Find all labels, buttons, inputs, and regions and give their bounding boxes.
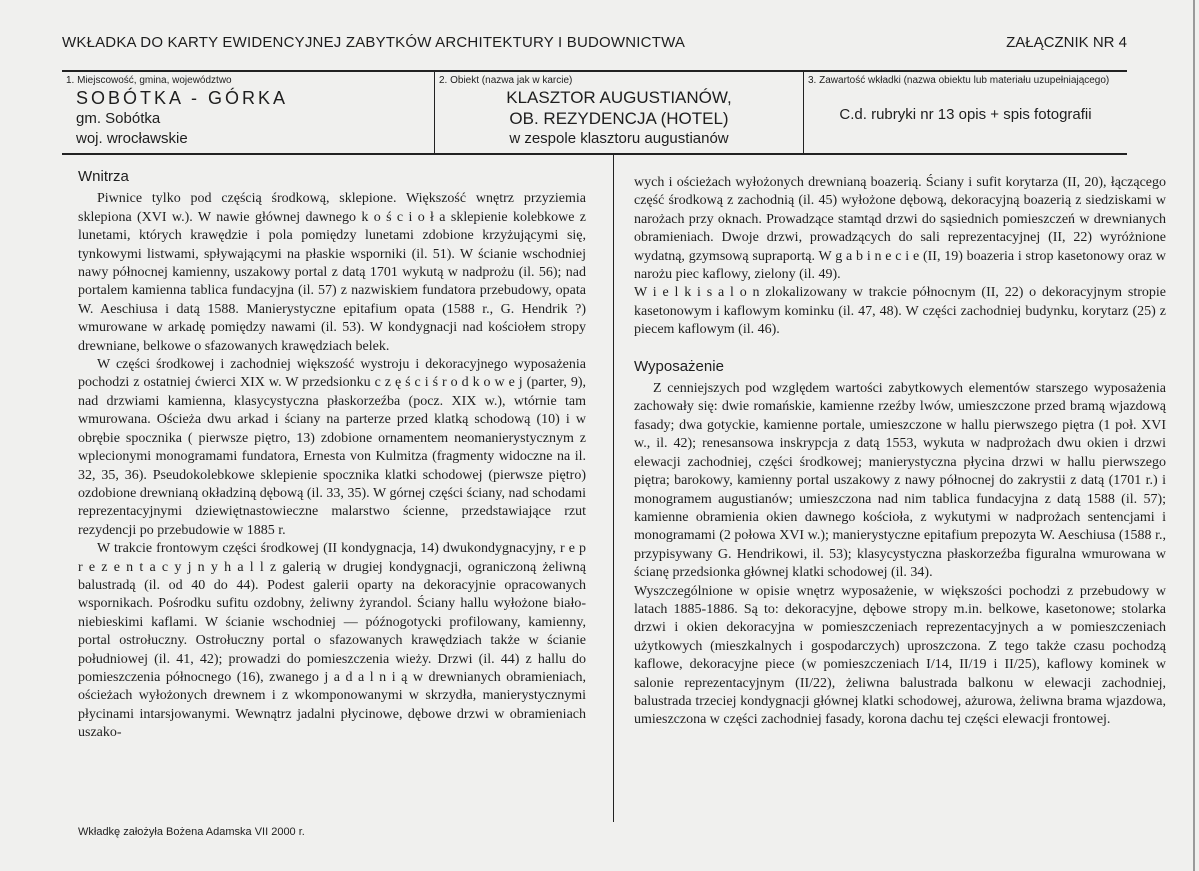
location-label: 1. Miejscowość, gmina, województwo <box>66 75 232 86</box>
paragraph: Piwnice tylko pod częścią środkową, sklepione. Większość wnętrz przyziemia sklepiona (XVI w.). W nawie głównej dawnego k o ś c i o ł a sklepienie kolebkowe z lunetami, których krawędzie i pola pomiędzy lunetami zdobione krzyżującymi się, tynkowymi listwami, spływającymi na płaskie wsporniki (il. 51). W ścianie wschodniej nawy północnej kamienny, uszakowy portal z datą 1701 wykutą w nadprożu (il. 56); nad portalem kamienna tablica fundacyjna (il. 57) z nazwiskiem fundatora przebudowy, opata W. Aeschiusa i datą 1588. Manierystyczne epitafium opata (1588 r., G. Hendrik ?) wmurowane w arkadę pomiędzy nawami (il. 53). W kondygnacji nad kościołem stropy drewniane, belkowe o sfazowanych krawędziach belek. <box>78 191 586 354</box>
location-field <box>62 72 434 154</box>
object-label: 2. Obiekt (nazwa jak w karcie) <box>439 75 573 86</box>
contents-label: 3. Zawartość wkładki (nazwa obiektu lub materiału uzupełniającego) <box>808 75 1110 86</box>
attachment-number: ZAŁĄCZNIK NR 4 <box>1006 34 1127 51</box>
contents-value: C.d. rubryki nr 13 opis + spis fotografii <box>839 106 1092 123</box>
document-page <box>18 0 1182 871</box>
footer-author-note: Wkładkę założyła Bożena Adamska VII 2000 r. <box>78 826 305 838</box>
left-column <box>78 168 586 743</box>
location-voivodeship: woj. wrocławskie <box>76 130 188 147</box>
paragraph: W części środkowej i zachodniej większość wystroju i dekoracyjnego wyposażenia pochodzi z ostatniej ćwierci XIX w. W przedsionku c z ę ś c i ś r o d k o w e j (parter, 9), nad drzwiami kamienna, klasycystyczna płaskorzeźba (pocz. XIX w.), wtórnie tam wmurowana. Ościeża dwu arkad i ściany na parterze przed klatką schodową (10) i w obrębie spocznika ( pierwsze piętro, 13) zdobione ornamentem neomanierystycznym z wplecionymi monogramami fundatora, Ernesta von Kulmitza (fragmenty widoczne na il. 32, 35, 36). Pseudokolebkowe sklepienie spocznika klatki schodowej (pierwsze piętro) ozdobione drewnianą okładziną dębową (il. 33, 35). W górnej części ściany, nad schodami reprezentacyjnymi dziewiętnastowieczne malarstwo ścienne, przedstawiające rzut rezydencji po przebudowie w 1885 r. <box>78 357 586 538</box>
section-heading-interiors: Wnitrza <box>78 168 129 185</box>
paragraph: W i e l k i s a l o n zlokalizowany w trakcie północnym (II, 22) o dekoracyjnym stropie kasetonowym i kaflowym kominku (il. 47, 48). W części zachodniej budynku, korytarz (25) z piecem kaflowym (il. 46). <box>634 285 1166 338</box>
location-name: SOBÓTKA - GÓRKA <box>76 88 289 108</box>
object-name-line2: OB. REZYDENCJA (HOTEL) <box>509 109 729 128</box>
object-field <box>434 72 804 154</box>
column-divider <box>613 155 614 822</box>
paragraph: Z cenniejszych pod względem wartości zabytkowych elementów starszego wyposażenia zachowały się: dwie romańskie, kamienne rzeźby lwów, umieszczone przed bramą wjazdową fasady; dwa gotyckie, kamienne portale, umieszczone w hallu pierwszego piętra (1 poł. XVI w., il. 42); renesansowa inskrypcja z datą 1553, wykuta w nadprożach dwu okien i drzwi elewacji zachodniej, części środkowej; manierystyczna płycina drzwi w hallu pierwszego piętra; barokowy, kamienny portal uszakowy z nawy północnej do zakrystii z datą (1701 r.) i monogramem augustianów; umieszczona nad nim tablica fundacyjna z datą 1588 (il. 57); kamienne obramienia okien dawnego kościoła, z wykutymi w nadprożach sentencjami i monogramami (2 połowa XVI w.); manierystyczne epitafium prepozyta W. Aeschiusa (1588 r., przypisywany G. Hendrikowi, il. 53); klasycystyczna płaskorzeźba figuralna wmurowana w ścianę przedsionka głównej klatki schodowej (il. 34). <box>634 381 1166 581</box>
paragraph: W trakcie frontowym części środkowej (II kondygnacja, 14) dwukondygnacyjny, r e p r e z e n t a c y j n y h a l l z galerią w drugiej kondygnacji, ograniczoną żeliwną balustradą (il. od 40 do 44). Podest galerii oparty na dekoracyjnie opracowanych wspornikach. Pośrodku sufitu ozdobny, żeliwny żyrandol. Ściany hallu wyłożone biało-niebieskimi kaflami. W ścianie wschodniej — późnogotycki profilowany, kamienny, portal ostrołuczny. Ostrołuczny portal o sfazowanych krawędziach także w ścianie południowej (il. 41, 42); prowadzi do pomieszczenia wieży. Drzwi (il. 44) z hallu do pomieszczenia północnego (16), zwanego j a d a l n i ą w drewnianych obramieniach, ościeżach wyłożonych drewnem i z wkomponowanymi w skrzydła, manierystycznymi płycinami intarsjowanymi. Wewnątrz jadalni płycinowe, dębowe drzwi w obramieniach uszako- <box>78 541 586 741</box>
paragraph: wych i ościeżach wyłożonych drewnianą boazerią. Ściany i sufit korytarza (II, 20), łączącego część środkową z zachodnią (il. 45) wyłożone dębową, dekoracyjną boazerią z siedziskami w narożach przy oknach. Prowadzące stamtąd drzwi do sąsiednich pomieszczeń w drewnianych obramieniach. Dwoje drzwi, prowadzących do sali reprezentacyjnej (II, 22) wyróżnione wydatną, gzymsową supraportą. W g a b i n e c i e (II, 19) boazeria i strop kasetonowy oraz w narożu piec kaflowy, zielony (il. 49). <box>634 175 1166 283</box>
header-fields-grid <box>62 72 1127 154</box>
paragraph: Wyszczególnione w opisie wnętrz wyposażenie, w większości pochodzi z przebudowy w latach 1885-1886. Są to: dekoracyjne, dębowe stropy m.in. belkowe, kasetonowe; stolarka drzwi i okien dekoracyjna w pomieszczeniach reprezentacyjnych a w pomieszczeniach użytkowych (mieszkalnych i gospodarczych) uproszczona. Z tego także czasu pochodzą kaflowe, dekoracyjne piece (w pomieszczeniach I/14, II/19 i II/25), kaflowy kominek w salonie reprezentacyjnym (II/22), żeliwna balustrada balkonu w elewacji zachodniej, balustrada trzeciej kondygnacji głównej klatki schodowej, ażurowa, żeliwna brama wjazdowa, umieszczona w części zachodniej fasady, korona dachu tej części elewacji frontowej. <box>634 583 1166 728</box>
page-edge <box>1193 0 1195 871</box>
section-heading-furnishings: Wyposażenie <box>634 357 724 375</box>
object-name-line3: w zespole klasztoru augustianów <box>509 130 729 147</box>
right-column <box>634 174 1166 730</box>
object-name-line1: KLASZTOR AUGUSTIANÓW, <box>506 88 732 107</box>
header-rule-bottom <box>62 153 1127 155</box>
location-gmina: gm. Sobótka <box>76 110 161 127</box>
contents-field <box>804 72 1127 154</box>
document-title: WKŁADKA DO KARTY EWIDENCYJNEJ ZABYTKÓW ARCHITEKTURY I BUDOWNICTWA <box>62 34 686 51</box>
